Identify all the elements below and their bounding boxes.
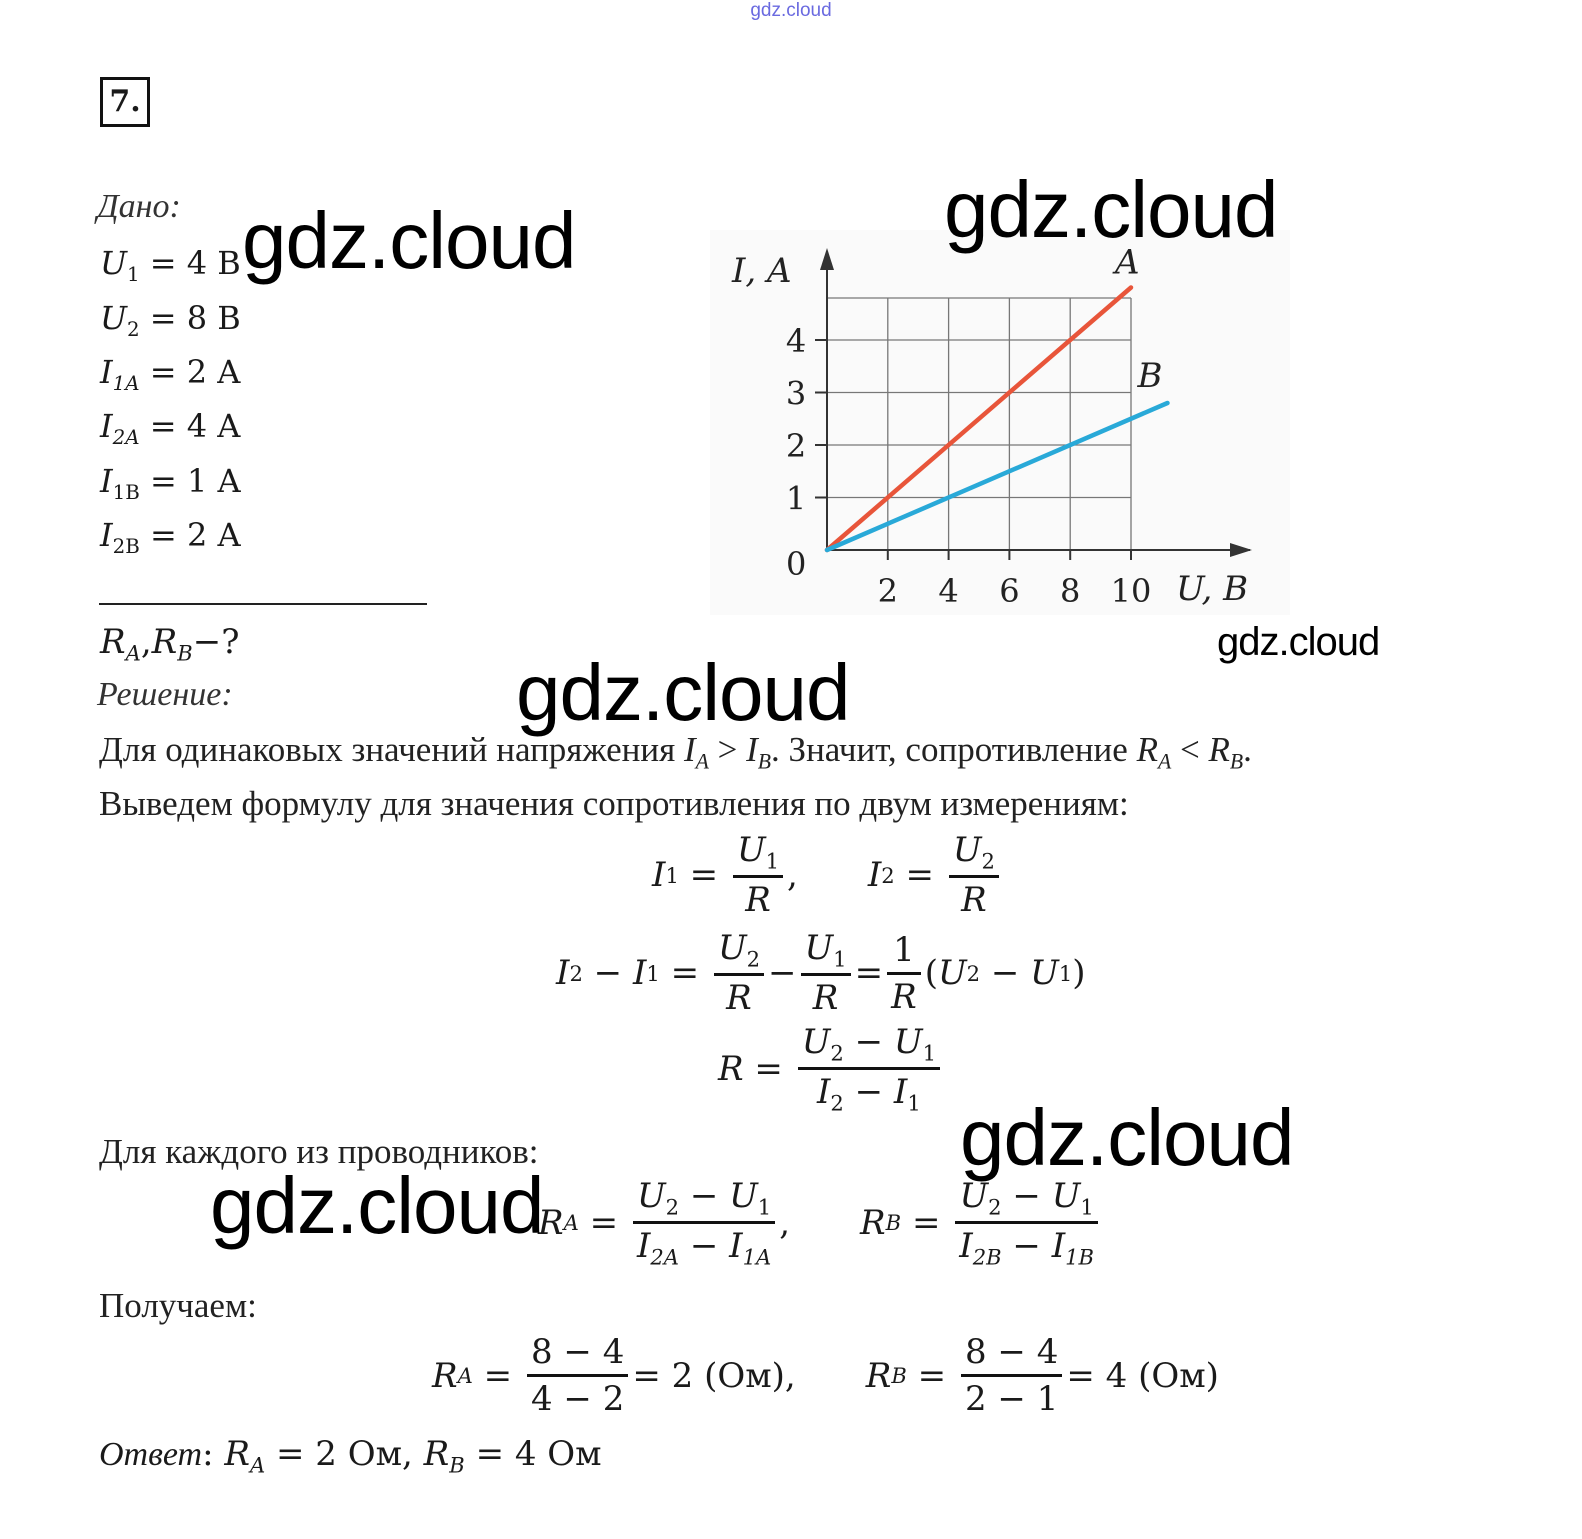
watermark: gdz.cloud [516, 648, 850, 737]
x-tick-label: 8 [1060, 572, 1081, 610]
formula-each-conductor: R A = $\frac{U_2 - U_1}{I_{2A} - I_{1A}}$ , R B = $\frac{U_2 - U_1}{I_{2B} - I_{1B}}$ [538, 1176, 1102, 1270]
given-item: $I_{2B} = 2$ A [100, 516, 241, 558]
answer-line: Ответ: $R_A = 2$ Ом, $R_B = 4$ Ом [99, 1434, 602, 1478]
x-tick-label: 6 [999, 572, 1020, 610]
watermark: gdz.cloud [242, 196, 576, 285]
solution-line-4: Получаем: [99, 1286, 257, 1325]
find-unknown: $R_A,R_B-$? [100, 622, 240, 666]
formula-difference: I 2 − I 1 = $\frac{U_2}{R}$ − $\frac{U_1}{R}$ = $\frac{1}{R}$ ( U 2 − U 1 ) [556, 928, 1086, 1019]
watermark: gdz.cloud [1217, 620, 1380, 664]
given-item: $U_2 = 8$ В [100, 299, 241, 341]
voltage-current-chart [700, 230, 1300, 620]
task-number: 7. [100, 77, 150, 127]
x-tick-label: 10 [1110, 572, 1152, 610]
y-tick-label: 1 [785, 479, 807, 518]
solution-line-2: Выведем формулу для значения сопротивления по двум измерениям: [99, 784, 1129, 823]
given-item: $I_{2A} = 4$ A [100, 407, 241, 449]
formula-ohm-law: I 1 = $\frac{U_1}{R}$ , I 2 = $\frac{U_2}{R}$ [652, 830, 1003, 920]
watermark: gdz.cloud [960, 1093, 1294, 1182]
solution-line-1: Для одинаковых значений напряжения $I_A > I_B$. Значит, сопротивление $R_A < R_B$. [99, 730, 1252, 774]
origin-label: 0 [786, 545, 807, 583]
y-tick-label: 4 [785, 322, 807, 360]
site-link[interactable]: gdz.cloud [750, 0, 832, 21]
given-item: $I_{1A} = 2$ A [100, 353, 241, 395]
given-item: $U_1 = 4$ В [100, 244, 241, 286]
given-item: $I_{1B} = 1$ A [100, 462, 241, 504]
y-tick-label: 3 [785, 374, 807, 413]
y-tick-label: 2 [785, 427, 807, 465]
solution-label: Решение: [97, 676, 233, 713]
series-label-A: A [1115, 242, 1140, 283]
series-label-B: B [1137, 356, 1163, 396]
formula-results: R A = $\frac{8 - 4}{4 - 2}$ = 2 (Ом), R B = $\frac{8 - 4}{2 - 1}$ = 4 (Ом) [432, 1332, 1219, 1419]
solution-line-3: Для каждого из проводников: [99, 1132, 539, 1171]
y-axis-label: I, A [732, 251, 792, 291]
x-tick-label: 4 [938, 572, 959, 610]
x-tick-label: 2 [877, 572, 898, 610]
watermark: gdz.cloud [210, 1161, 544, 1250]
watermark: gdz.cloud [944, 165, 1278, 254]
given-label: Дано: [97, 188, 181, 225]
x-axis-label: U, B [1176, 569, 1249, 609]
divider [99, 603, 427, 605]
formula-resistance: R = $\frac{U_2 - U_1}{I_2 - I_1}$ [718, 1022, 944, 1116]
